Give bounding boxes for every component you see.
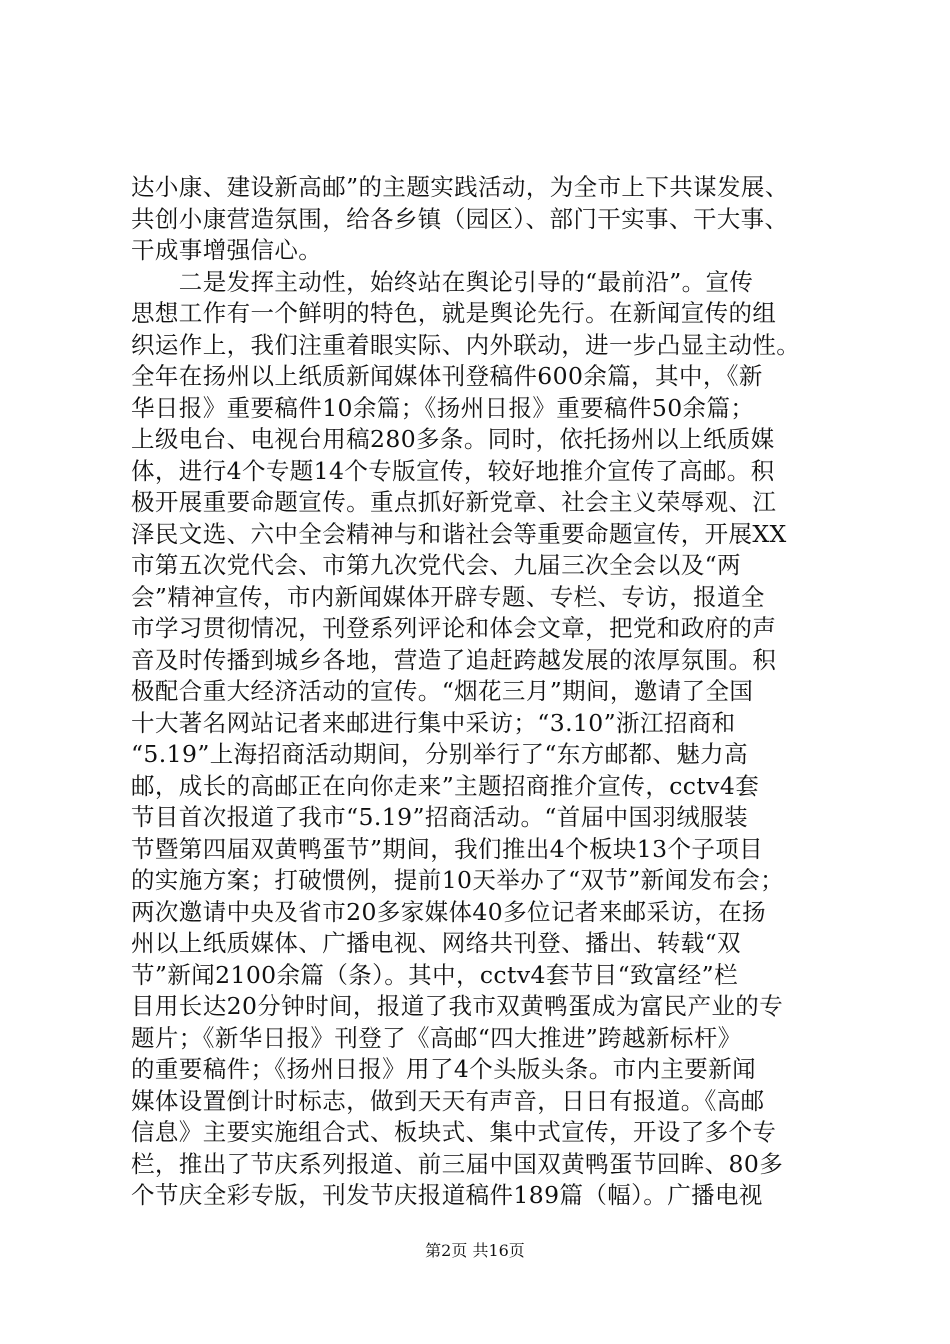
text-line: 泽民文选、六中全会精神与和谐社会等重要命题宣传，开展XX <box>131 519 787 548</box>
text-line: 干成事增强信心。 <box>131 236 323 264</box>
text-line: 思想工作有一个鲜明的特色，就是舆论先行。在新闻宣传的组 <box>131 299 777 327</box>
text-line: 的实施方案；打破惯例，提前10天举办了“双节”新闻发布会； <box>131 866 785 894</box>
text-line: 会”精神宣传，市内新闻媒体开辟专题、专栏、专访，报道全 <box>131 582 765 611</box>
text-line: 体，进行4个专题14个专版宣传，较好地推介宣传了高邮。积 <box>131 456 775 485</box>
text-line: 全年在扬州以上纸质新闻媒体刊登稿件600余篇，其中，《新 <box>131 362 763 390</box>
text-line: 市第五次党代会、市第九次党代会、九届三次全会以及“两 <box>131 551 741 579</box>
text-line: 华日报》重要稿件10余篇；《扬州日报》重要稿件50余篇； <box>131 393 755 422</box>
text-line: 二是发挥主动性，始终站在舆论引导的“最前沿”。宣传 <box>131 267 754 296</box>
text-line: 栏，推出了节庆系列报道、前三届中国双黄鸭蛋节回眸、80多 <box>131 1149 784 1178</box>
text-line: 题片；《新华日报》刊登了《高邮“四大推进”跨越新标杆》 <box>131 1023 742 1052</box>
text-line: 节目首次报道了我市“5.19”招商活动。“首届中国羽绒服装 <box>131 803 748 831</box>
text-line: 目用长达20分钟时间，报道了我市双黄鸭蛋成为富民产业的专 <box>131 992 784 1020</box>
page-number: 第2页 共16页 <box>425 1241 525 1260</box>
text-line: 两次邀请中央及省市20多家媒体40多位记者来邮采访，在扬 <box>131 897 767 926</box>
text-line: 共创小康营造氛围，给各乡镇（园区）、部门干实事、干大事、 <box>131 204 789 233</box>
text-line: 媒体设置倒计时标志，做到天天有声音，日日有报道。《高邮 <box>131 1086 765 1115</box>
text-line: 极开展重要命题宣传。重点抓好新党章、社会主义荣辱观、江 <box>131 488 777 516</box>
text-line: 节暨第四届双黄鸭蛋节”期间，我们推出4个板块13个子项目 <box>131 834 764 863</box>
text-line: 节”新闻2100余篇（条）。其中，cctv4套节目“致富经”栏 <box>131 960 738 989</box>
text-line: 的重要稿件；《扬州日报》用了4个头版头条。市内主要新闻 <box>131 1055 757 1083</box>
body-text <box>131 172 831 1212</box>
page-footer <box>0 1241 950 1261</box>
text-line: 市学习贯彻情况，刊登系列评论和体会文章，把党和政府的声 <box>131 614 777 642</box>
text-line: 州以上纸质媒体、广播电视、网络共刊登、播出、转载“双 <box>131 929 741 957</box>
text-line: 极配合重大经济活动的宣传。“烟花三月”期间，邀请了全国 <box>131 677 754 705</box>
text-line: 个节庆全彩专版，刊发节庆报道稿件189篇（幅）。广播电视 <box>131 1181 763 1209</box>
text-line: 织运作上，我们注重着眼实际、内外联动，进一步凸显主动性。 <box>131 330 801 359</box>
text-line: 音及时传播到城乡各地，营造了追赶跨越发展的浓厚氛围。积 <box>131 645 777 674</box>
text-line: 上级电台、电视台用稿280多条。同时，依托扬州以上纸质媒 <box>131 425 775 453</box>
text-line: 达小康、建设新高邮”的主题实践活动，为全市上下共谋发展、 <box>131 173 789 201</box>
text-line: 邮，成长的高邮正在向你走来”主题招商推介宣传，cctv4套 <box>131 771 760 800</box>
text-line: “5.19”上海招商活动期间，分别举行了“东方邮都、魅力高 <box>131 740 748 768</box>
text-line: 十大著名网站记者来邮进行集中采访；“3.10”浙江招商和 <box>131 708 736 737</box>
text-line: 信息》主要实施组合式、板块式、集中式宣传，开设了多个专 <box>131 1118 777 1146</box>
